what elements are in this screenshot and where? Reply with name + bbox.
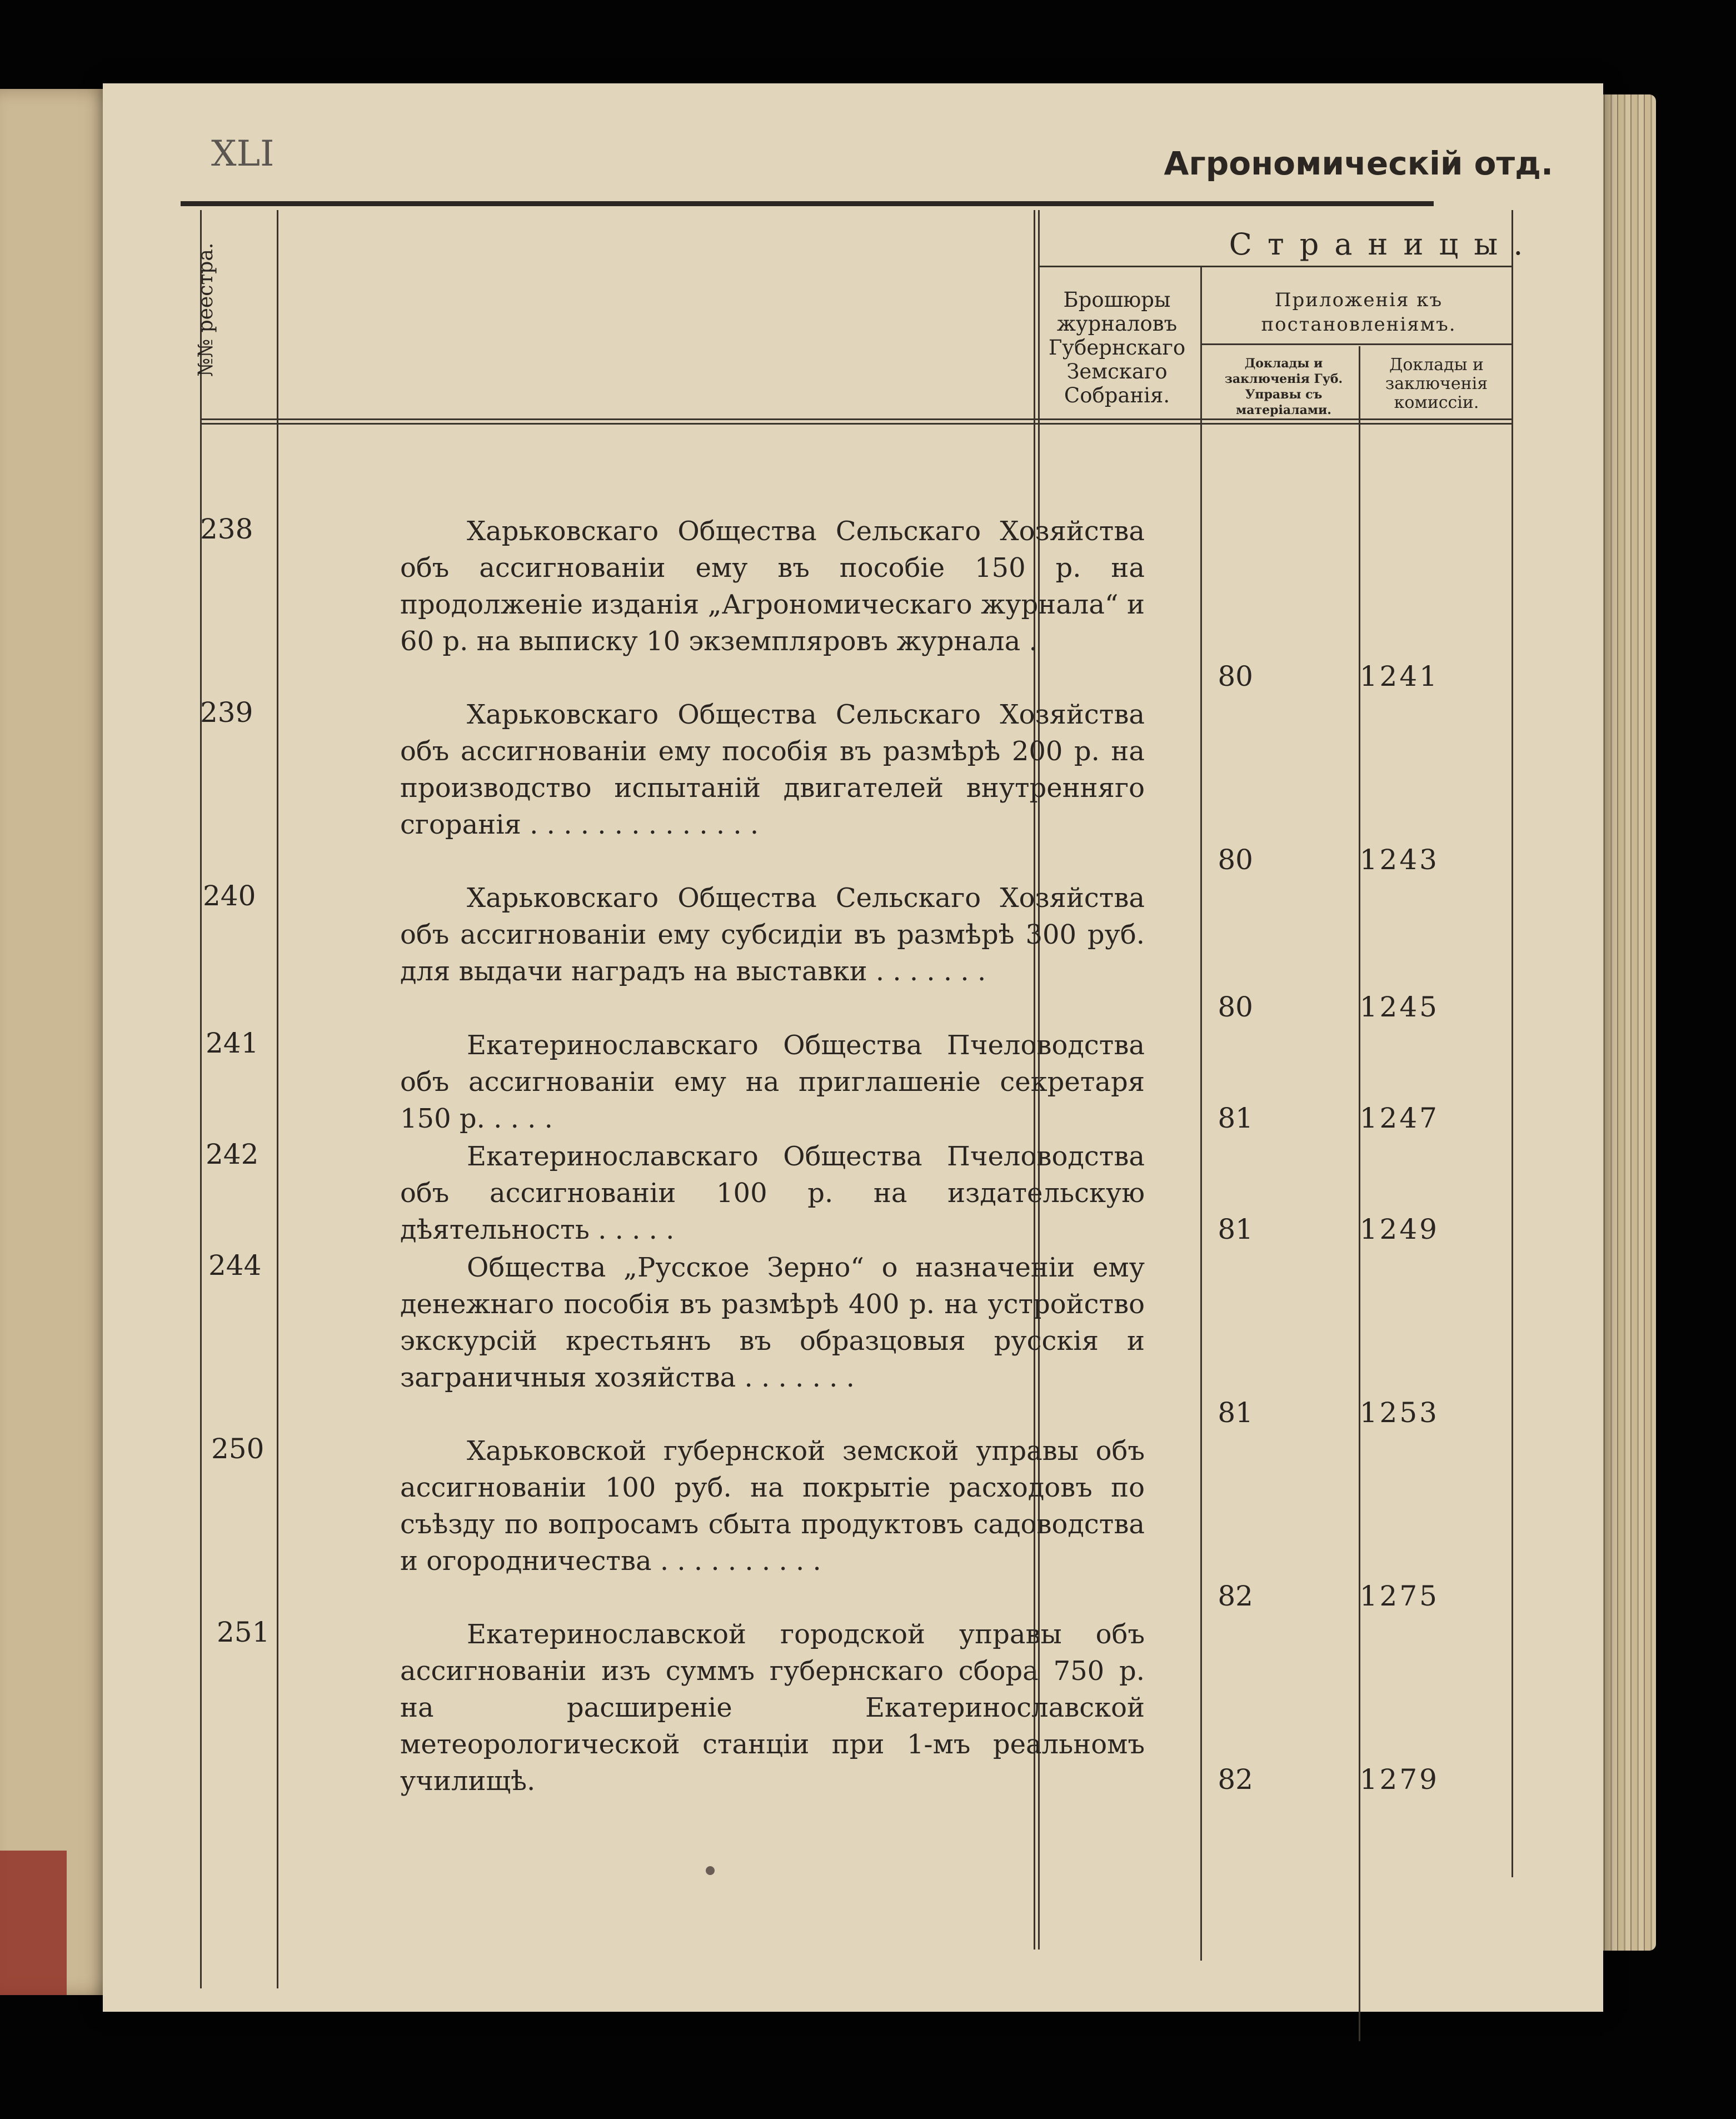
entry-text: Харьковской губернской земской управы объ ассигнованіи 100 руб. на покрытіе расходовъ по съѣзду по вопросамъ сбыта продуктовъ садоводства и огородничества . . . . . . . . . . (400, 1435, 1145, 1577)
brochure-page: 82 (1218, 1580, 1253, 1612)
report-page: 1245 (1359, 991, 1439, 1023)
report-page: 1243 (1359, 844, 1439, 876)
paper-speck (706, 1866, 715, 1875)
entry-description (400, 1249, 1145, 1396)
commission-reports-column-header: Доклады и заключенія комиссіи. (1385, 355, 1488, 412)
entry-text: Екатеринославскаго Общества Пчеловодства объ ассигнованіи 100 р. на издательскую дѣятельность . . . . . (400, 1141, 1145, 1245)
entry-text: Общества „Русское Зерно“ о назначеніи ему денежнаго пособія въ размѣрѣ 400 р. на устройство экскурсій крестьянъ въ образцовыя русскія и заграничныя хозяйства . . . . . . . (400, 1252, 1145, 1393)
registry-column-header: №№ реестра. (194, 242, 217, 377)
brochure-page: 80 (1218, 660, 1253, 692)
entry-text: Харьковскаго Общества Сельскаго Хозяйства объ ассигнованіи ему въ пособіе 150 р. на продолженіе изданія „Агрономическаго журнала“ и 60 р. на выписку 10 экземпляровъ журнала . (400, 516, 1145, 657)
report-page: 1275 (1359, 1580, 1439, 1612)
brochure-page: 80 (1218, 844, 1253, 876)
entry-text: Харьковскаго Общества Сельскаго Хозяйства объ ассигнованіи ему субсидіи въ размѣрѣ 300 руб. для выдачи наградъ на выставки . . . . . . . (400, 882, 1145, 987)
registry-number: 240 (203, 880, 256, 912)
page-number: XLI (211, 133, 275, 174)
registry-number: 238 (200, 513, 253, 545)
board-reports-column-header: Доклады и заключенія Губ. Управы съ матеріалами. (1224, 356, 1343, 417)
report-page: 1241 (1359, 660, 1439, 692)
entry-description (400, 880, 1145, 990)
report-page: 1247 (1359, 1102, 1439, 1134)
registry-number: 251 (217, 1616, 270, 1648)
registry-number: 250 (211, 1433, 265, 1465)
registry-number: 241 (206, 1027, 259, 1059)
entry-description (400, 1616, 1145, 1799)
registry-number: 239 (200, 696, 253, 729)
book-page (103, 83, 1603, 2012)
report-page: 1279 (1359, 1763, 1439, 1796)
report-page: 1253 (1359, 1397, 1439, 1429)
table-right-border (1511, 210, 1513, 1877)
brochure-page: 80 (1218, 991, 1253, 1023)
entry-description (400, 1138, 1145, 1248)
section-title: Агрономическій отд. (1164, 144, 1553, 182)
entry-text: Екатеринославскаго Общества Пчеловодства объ ассигнованіи ему на приглашеніе секретаря 150 р. . . . . (400, 1030, 1145, 1134)
entry-text: Харьковскаго Общества Сельскаго Хозяйства объ ассигнованіи ему пособія въ размѣрѣ 200 р. на производство испытаній двигателей внутренняго сгоранія . . . . . . . . . . . . . . (400, 699, 1145, 840)
registry-number: 242 (206, 1138, 259, 1170)
entry-description (400, 1433, 1145, 1579)
spine-binding (0, 1851, 67, 1995)
entry-description (400, 513, 1145, 660)
header-rule (181, 201, 1434, 206)
registry-number: 244 (208, 1249, 262, 1282)
entry-description (400, 1027, 1145, 1137)
left-page-edge (0, 89, 119, 1995)
appendix-column-header: Приложенія къ постановленіямъ. (1261, 289, 1456, 336)
brochure-page: 81 (1218, 1213, 1253, 1245)
report-page: 1249 (1359, 1213, 1439, 1245)
brochure-page: 81 (1218, 1397, 1253, 1429)
entry-text: Екатеринославской городской управы объ ассигнованіи изъ суммъ губернскаго сбора 750 р. на расширеніе Екатеринославской метеорологической станціи при 1-мъ реальномъ училищѣ. (400, 1619, 1145, 1797)
brochure-page: 81 (1218, 1102, 1253, 1134)
brochure-page: 82 (1218, 1763, 1253, 1796)
pages-column-header: Страницы. (1229, 227, 1539, 262)
register-table (194, 210, 1539, 1877)
brochures-column-header: Брошюры журналовъ Губернскаго Земскаго Собранія. (1048, 288, 1186, 407)
entry-description (400, 696, 1145, 843)
